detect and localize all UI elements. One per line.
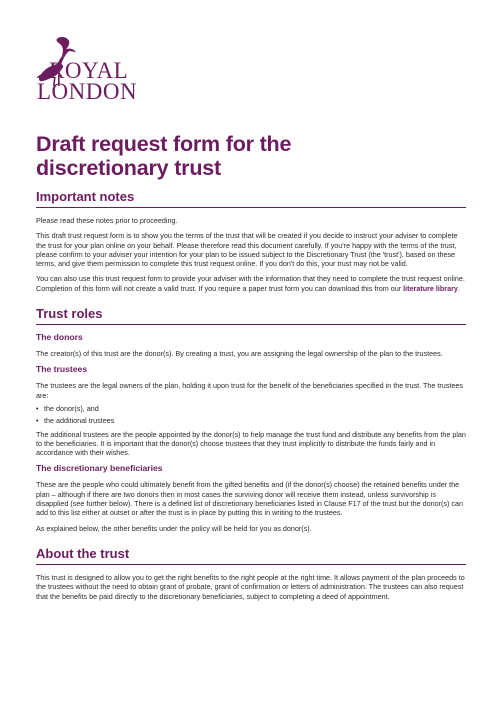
brand-wordmark xyxy=(37,60,137,102)
trustees-heading: The trustees xyxy=(36,364,88,375)
trustees-bullet xyxy=(36,416,466,425)
title-line2: discretionary trust xyxy=(36,156,221,180)
trust-roles-heading: Trust roles xyxy=(36,305,466,325)
donors-text: The creator(s) of this trust are the donor(s). By creating a trust, you are assigning the legal ownership of the plan to the trustees. xyxy=(36,349,443,359)
about-trust-heading: About the trust xyxy=(36,545,466,565)
important-notes-intro: Please read these notes prior to proceeding. xyxy=(36,216,178,225)
paragraph-3-end: . xyxy=(457,283,460,293)
beneficiaries-text: These are the people who could ultimately benefit from the gifted benefits and (if the donor(s) choose) the retained benefits under the plan – although if there are two donors then in most cases the surviving donor will receive them instead, unless survivorship is disapplied (see further below). There is a defined list of discretionary beneficiaries listed in Clause F17 of the trust but the donor(s) can add to this list either at outset or after the trust is in place by putting this in writing to the trustees. xyxy=(36,480,463,518)
bullet-text: the donor(s), and xyxy=(44,403,99,413)
paragraph-3-text: You can also use this trust request form to provide your adviser with the information that they need to complete the trust request online. Completion of this form will not create a valid trust. If you require a paper trust form you can download this from our xyxy=(36,274,465,293)
page-title xyxy=(36,132,466,180)
trustees-text-2: The additional trustees are the people appointed by the donor(s) to help manage the trust fund and distribute any benefits from the plan to the beneficiaries. It is important that the donor(s) choose trustees that they trust implicitly to distribute the funds fairly and in accordance with their wishes. xyxy=(36,429,466,458)
bullet-text: the additional trustees xyxy=(44,416,115,426)
important-notes-heading: Important notes xyxy=(36,188,466,208)
important-notes-paragraph-3 xyxy=(36,274,466,293)
brand-name-line1: ROYAL xyxy=(49,58,129,83)
bullet-icon: • xyxy=(36,403,39,413)
brand-name-line2: LONDON xyxy=(37,79,138,104)
bullet-icon: • xyxy=(36,416,39,426)
trustees-text: The trustees are the legal owners of the plan, holding it upon trust for the benefit of the beneficiaries specified in the trust. The trustees are: xyxy=(36,381,463,400)
literature-library-link[interactable]: literature library xyxy=(403,283,458,293)
beneficiaries-text-2: As explained below, the other benefits under the policy will be held for you as donor(s). xyxy=(36,523,312,533)
beneficiaries-heading: The discretionary beneficiaries xyxy=(36,463,163,474)
donors-heading: The donors xyxy=(36,332,83,343)
about-trust-text: This trust is designed to allow you to get the right benefits to the right people at the right time. It allows payment of the plan proceeds to the trustees without the need to obtain grant of probate, grant of confirmation or letters of administration. The trustees can also request that the benefits be paid directly to the discretionary beneficiaries, subject to completing a deed of appointment. xyxy=(36,572,465,601)
important-notes-paragraph-2: This draft trust request form is to show you the terms of the trust that will be created if you decide to instruct your adviser to complete the trust for your plan online on your behalf. Please therefore read this document carefully. If you're happy with the terms of the trust, please confirm to your adviser your intention for your plan to be issued subject to the Discretionary Trust (the 'trust'), based on these terms, and give them permission to complete this trust request online. If you don't do this, your trust may not be valid. xyxy=(36,231,458,269)
document-body xyxy=(36,132,466,601)
title-line1: Draft request form for the xyxy=(36,132,292,156)
trustees-bullet xyxy=(36,404,466,413)
